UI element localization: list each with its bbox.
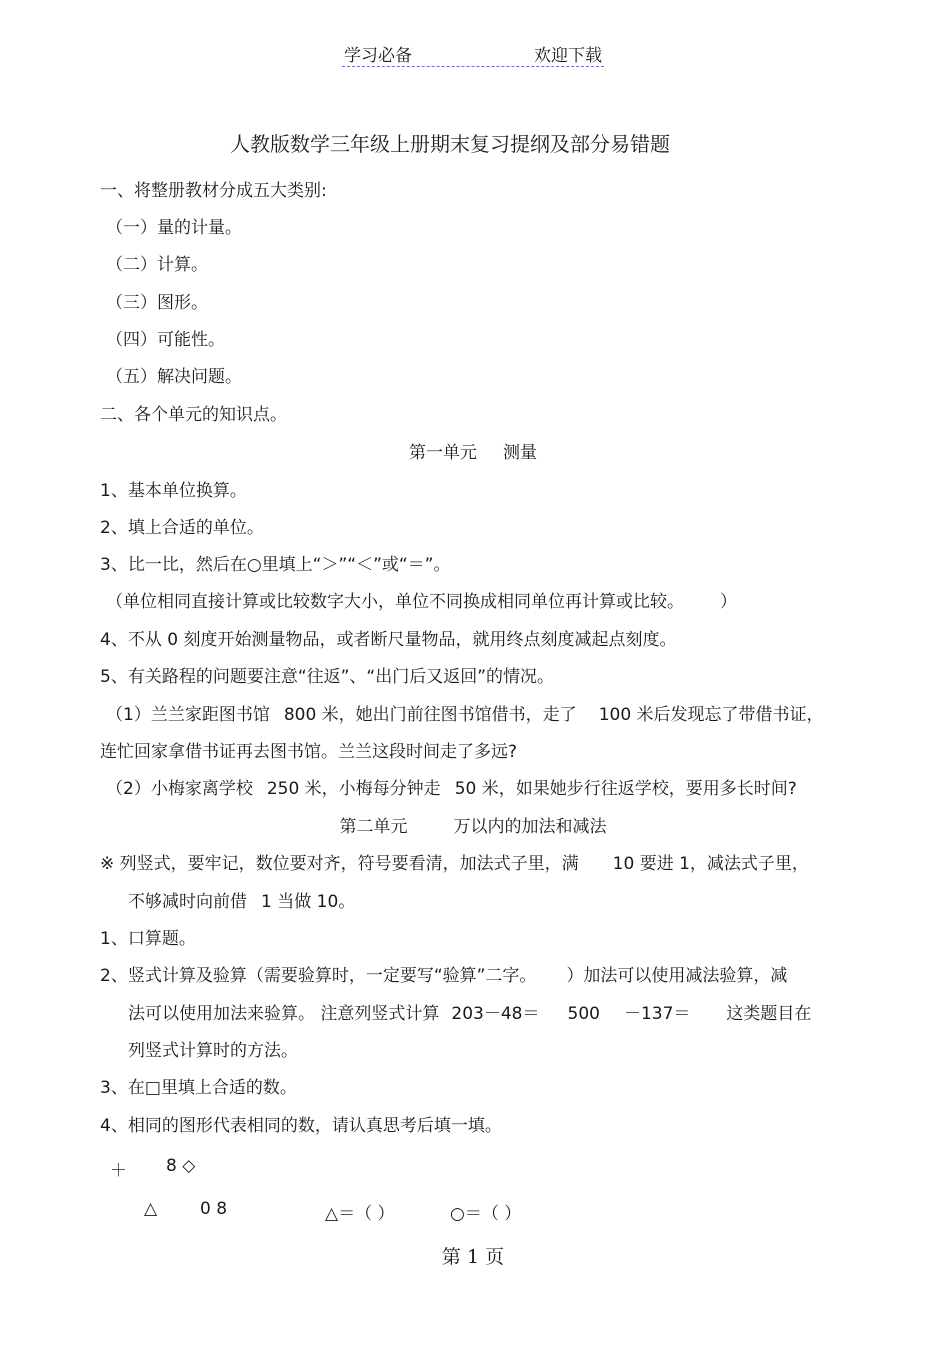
- question-text: 250 米，小梅每分钟走: [266, 779, 441, 799]
- header-right-text: 欢迎下载: [534, 46, 602, 66]
- category-item: （三）图形。: [106, 293, 208, 313]
- triangle-answer-blank: △＝（ ）: [325, 1204, 395, 1224]
- document-title: 人教版数学三年级上册期末复习提纲及部分易错题: [230, 132, 670, 156]
- unit2-point-2-line3: 列竖式计算时的方法。: [128, 1041, 298, 1061]
- category-item: （二）计算。: [106, 255, 208, 275]
- unit1-question-1: [106, 700, 824, 725]
- note-text: 1 当做 10。: [261, 892, 356, 912]
- point-text: 法可以使用加法来验算。 注意列竖式计算: [128, 1004, 440, 1024]
- unit1-title-number: 第一单元: [409, 443, 477, 463]
- unit1-point-3: 3、比一比，然后在○里填上“＞”“＜”或“＝”。: [100, 555, 451, 575]
- unit2-point-4: 4、相同的图形代表相同的数，请认真思考后填一填。: [100, 1116, 502, 1136]
- point-text: 这类题目在: [726, 1004, 812, 1024]
- unit1-point-1: 1、基本单位换算。: [100, 481, 247, 501]
- point-text: ）加法可以使用减法验算，减: [566, 966, 788, 986]
- section-heading: 二、各个单元的知识点。: [100, 405, 287, 425]
- unit2-title-number: 第二单元: [339, 817, 408, 837]
- question-text: 50 米，如果她步行往返学校，要用多长时间?: [454, 779, 797, 799]
- note-text: 10 要进 1，减法式子里，: [612, 854, 809, 874]
- unit2-point-3: 3、在□里填上合适的数。: [100, 1078, 297, 1098]
- point-text: 2、竖式计算及验算（需要验算时，一定要写“验算”二字。: [100, 966, 537, 986]
- unit1-point-2: 2、填上合适的单位。: [100, 518, 264, 538]
- puzzle-row2-digits: 0 8: [200, 1199, 228, 1219]
- puzzle-plus-sign: ＋: [110, 1161, 127, 1181]
- category-item: （五）解决问题。: [106, 367, 242, 387]
- category-item: （一）量的计量。: [106, 218, 242, 238]
- circle-answer-blank: ○＝（ ）: [450, 1204, 522, 1224]
- page-header: [342, 40, 604, 67]
- unit1-question-2: [106, 774, 797, 799]
- category-item: （四）可能性。: [106, 330, 225, 350]
- unit2-point-2-line2: [128, 999, 811, 1024]
- note-text: 不够减时向前借: [128, 892, 247, 912]
- unit1-title: [0, 438, 946, 463]
- unit2-title-name: 万以内的加法和减法: [453, 817, 607, 837]
- header-left-text: 学习必备: [344, 46, 412, 66]
- note-text: ※ 列竖式，要牢记，数位要对齐，符号要看清，加法式子里，满: [100, 854, 579, 874]
- unit2-point-1: 1、口算题。: [100, 929, 196, 949]
- question-text: （1）兰兰家距图书馆: [106, 705, 270, 725]
- question-text: 800 米，她出门前往图书馆借书，走了: [283, 705, 577, 725]
- intro-heading: 一、将整册教材分成五大类别:: [100, 181, 327, 201]
- unit1-title-name: 测量: [503, 443, 537, 463]
- puzzle-row1-digits: 8 ◇: [166, 1156, 196, 1176]
- unit1-point-5: 5、有关路程的问题要注意“往返”、“出门后又返回”的情况。: [100, 667, 555, 687]
- page-number: 第 1 页: [441, 1246, 505, 1268]
- note-text: （单位相同直接计算或比较数字大小，单位不同换成相同单位再计算或比较。: [106, 592, 684, 612]
- unit2-point-2: [100, 961, 787, 986]
- unit1-point-4: 4、不从 0 刻度开始测量物品，或者断尺量物品，就用终点刻度减起点刻度。: [100, 630, 677, 650]
- unit1-point-3-note: [106, 587, 737, 612]
- unit2-note: [100, 849, 809, 874]
- unit2-note-line2: [128, 887, 355, 912]
- expression: 500: [567, 1004, 600, 1024]
- expression: 203－48＝: [451, 1004, 540, 1024]
- puzzle-triangle: △: [144, 1199, 158, 1219]
- question-text: 100 米后发现忘了带借书证，: [598, 705, 824, 725]
- note-close: ）: [720, 592, 737, 612]
- expression: －137＝: [623, 1004, 691, 1024]
- unit2-title: [0, 812, 946, 837]
- unit1-question-1-line2: 连忙回家拿借书证再去图书馆。兰兰这段时间走了多远?: [100, 742, 518, 762]
- question-text: （2）小梅家离学校: [106, 779, 253, 799]
